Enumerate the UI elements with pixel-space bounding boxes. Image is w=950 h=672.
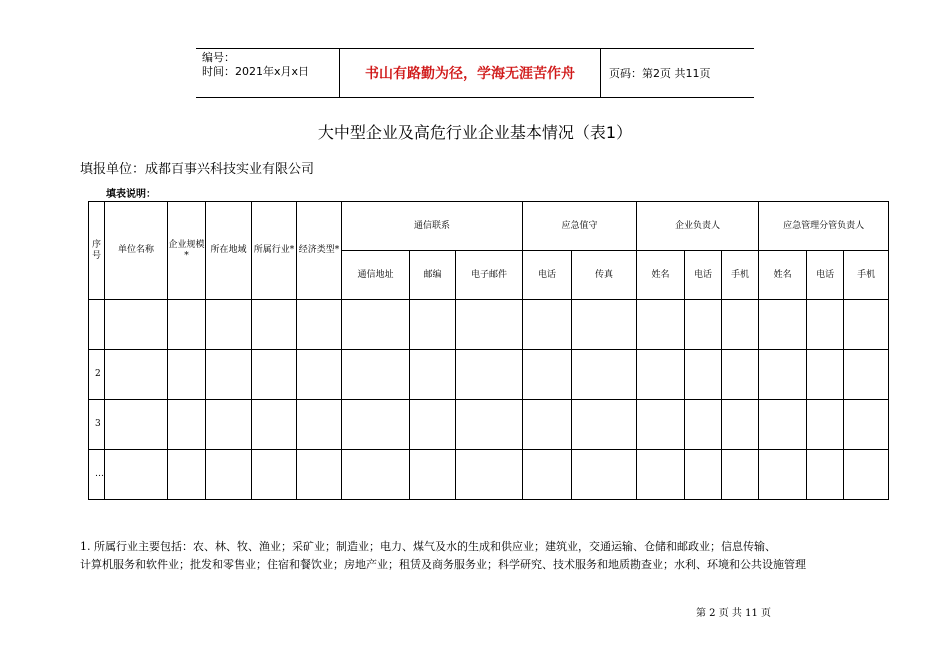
col-leader-name: 姓名 — [637, 251, 685, 300]
table-cell[interactable] — [105, 400, 168, 450]
document-title: 大中型企业及高危行业企业基本情况（表1） — [317, 123, 633, 142]
table-cell[interactable] — [342, 450, 410, 500]
table-cell[interactable] — [807, 350, 844, 400]
table-cell[interactable] — [105, 450, 168, 500]
table-cell[interactable] — [807, 450, 844, 500]
table-cell[interactable] — [168, 300, 206, 350]
table-cell[interactable] — [456, 400, 523, 450]
table-cell[interactable] — [168, 400, 206, 450]
table-cell[interactable] — [572, 350, 637, 400]
table-cell[interactable] — [807, 300, 844, 350]
fill-unit: 填报单位：成都百事兴科技实业有限公司 — [80, 162, 315, 177]
table-cell[interactable] — [297, 400, 342, 450]
table-cell[interactable] — [206, 450, 252, 500]
motto: 书山有路勤为径，学海无涯苦作舟 — [339, 49, 601, 97]
table-cell[interactable] — [206, 400, 252, 450]
table-cell[interactable] — [252, 350, 297, 400]
table-cell[interactable] — [685, 400, 722, 450]
document-header — [196, 48, 754, 98]
table-cell[interactable] — [844, 400, 889, 450]
note-line-2: 计算机服务和软件业；批发和零售业；住宿和餐饮业；房地产业；租赁及商务服务业；科学研究、技术服务和地质勘查业；水利、环境和公共设施管理 — [80, 558, 806, 571]
table-cell[interactable] — [342, 300, 410, 350]
table-cell[interactable] — [456, 300, 523, 350]
table-cell[interactable] — [523, 400, 572, 450]
table-cell[interactable] — [297, 450, 342, 500]
table-cell[interactable] — [410, 450, 456, 500]
table-cell[interactable] — [456, 350, 523, 400]
table-cell[interactable] — [759, 450, 807, 500]
table-cell[interactable] — [759, 400, 807, 450]
table-cell[interactable] — [685, 450, 722, 500]
table-cell[interactable] — [252, 450, 297, 500]
col-address: 通信地址 — [342, 251, 410, 300]
table-cell[interactable] — [844, 300, 889, 350]
table-cell[interactable] — [523, 450, 572, 500]
row-seq: … — [89, 450, 105, 500]
table-cell[interactable] — [722, 300, 759, 350]
table-cell[interactable] — [637, 450, 685, 500]
table-row — [89, 450, 889, 500]
table-cell[interactable] — [168, 450, 206, 500]
row-seq: 2 — [89, 350, 105, 400]
table-cell[interactable] — [722, 450, 759, 500]
table-cell[interactable] — [844, 350, 889, 400]
table-cell[interactable] — [523, 350, 572, 400]
col-unit-name: 单位名称 — [105, 202, 168, 300]
table-cell[interactable] — [523, 300, 572, 350]
col-leader-phone: 电话 — [685, 251, 722, 300]
table-cell[interactable] — [206, 350, 252, 400]
table-cell[interactable] — [252, 300, 297, 350]
col-manager-phone: 电话 — [807, 251, 844, 300]
table-cell[interactable] — [105, 350, 168, 400]
table-cell[interactable] — [685, 350, 722, 400]
table-cell[interactable] — [685, 300, 722, 350]
table-cell[interactable] — [844, 450, 889, 500]
table-cell[interactable] — [637, 350, 685, 400]
col-econ-type: 经济类型* — [297, 202, 342, 300]
group-leader: 企业负责人 — [637, 202, 759, 251]
table-cell[interactable] — [252, 400, 297, 450]
header-row-top — [89, 202, 889, 251]
note-line-1: 1. 所属行业主要包括：农、林、牧、渔业；采矿业；制造业；电力、煤气及水的生成和供应业；建筑业，交通运输、仓储和邮政业；信息传输、 — [80, 540, 776, 553]
table-cell[interactable] — [410, 350, 456, 400]
number-label: 编号： — [202, 51, 235, 64]
group-contact: 通信联系 — [342, 202, 523, 251]
table-cell[interactable] — [637, 300, 685, 350]
row-seq — [89, 300, 105, 350]
table-cell[interactable] — [297, 300, 342, 350]
col-manager-mobile: 手机 — [844, 251, 889, 300]
time-label: 时间：2021年x月x日 — [202, 65, 310, 78]
table-cell[interactable] — [342, 400, 410, 450]
table-cell[interactable] — [168, 350, 206, 400]
col-industry: 所属行业* — [252, 202, 297, 300]
table-row — [89, 400, 889, 450]
table-cell[interactable] — [759, 350, 807, 400]
group-duty: 应急值守 — [523, 202, 637, 251]
table-cell[interactable] — [297, 350, 342, 400]
table-cell[interactable] — [807, 400, 844, 450]
table-cell[interactable] — [572, 300, 637, 350]
col-postcode: 邮编 — [410, 251, 456, 300]
col-duty-phone: 电话 — [523, 251, 572, 300]
col-leader-mobile: 手机 — [722, 251, 759, 300]
col-email: 电子邮件 — [456, 251, 523, 300]
row-seq: 3 — [89, 400, 105, 450]
fill-note: 填表说明： — [106, 189, 156, 200]
page-footer: 第 2 页 共 11 页 — [696, 608, 771, 619]
col-location: 所在地域 — [206, 202, 252, 300]
table-cell[interactable] — [410, 400, 456, 450]
table-cell[interactable] — [572, 400, 637, 450]
table-row — [89, 350, 889, 400]
table-row — [89, 300, 889, 350]
col-duty-fax: 传真 — [572, 251, 637, 300]
table-cell[interactable] — [722, 400, 759, 450]
header-meta — [196, 49, 339, 97]
group-manager: 应急管理分管负责人 — [759, 202, 889, 251]
table-cell[interactable] — [759, 300, 807, 350]
table-cell[interactable] — [342, 350, 410, 400]
table-cell[interactable] — [572, 450, 637, 500]
page-code: 页码：第2页 共11页 — [609, 67, 711, 80]
col-seq: 序号 — [89, 202, 105, 300]
table-cell[interactable] — [637, 400, 685, 450]
table-cell[interactable] — [410, 300, 456, 350]
table-cell[interactable] — [206, 300, 252, 350]
col-manager-name: 姓名 — [759, 251, 807, 300]
table-cell[interactable] — [105, 300, 168, 350]
enterprise-info-table — [88, 201, 889, 500]
table-cell[interactable] — [456, 450, 523, 500]
table-cell[interactable] — [722, 350, 759, 400]
col-scale: 企业规模* — [168, 202, 206, 300]
